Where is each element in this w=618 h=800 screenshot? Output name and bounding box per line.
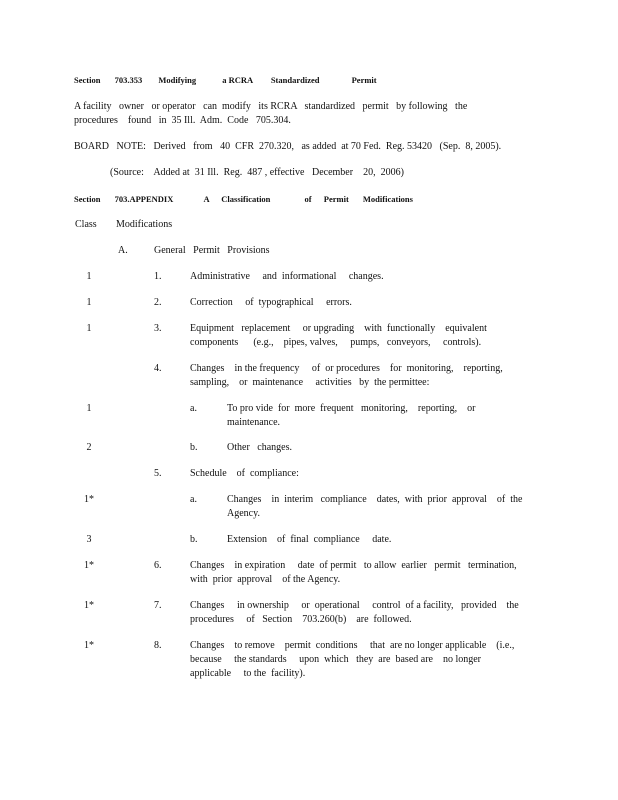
row-text-line: with prior approval of the Agency. [190, 574, 341, 585]
appendix-letter: A [203, 194, 210, 204]
row-class: 1 [86, 271, 92, 282]
row-text-line: Equipment replacement or upgrading with functionally equivalent [190, 323, 487, 334]
row-subitem: b. [190, 442, 198, 453]
row-text-line: components (e.g., pipes, valves, pumps, conveyors, controls). [190, 337, 482, 348]
row-text-line: Changes in expiration date of permit to allow earlier permit termination, [190, 560, 517, 571]
section-heading-703-353 [74, 75, 377, 85]
section-word: Section [74, 75, 101, 85]
row-text-line: Changes in the frequency of or procedures for monitoring, reporting, [190, 363, 503, 374]
section-title-part: Standardized [270, 75, 320, 85]
row-number: 2. [154, 297, 162, 308]
row-class: 1 [86, 297, 92, 308]
row-subitem: a. [190, 494, 197, 505]
paragraph-line: A facility owner or operator can modify its RCRA standardized permit by following the [74, 101, 468, 112]
row-subitem: b. [190, 534, 198, 545]
paragraph-line: procedures found in 35 Ill. Adm. Code 705.304. [74, 115, 291, 126]
row-text-line: Administrative and informational changes. [190, 271, 384, 282]
row-class: 3 [86, 534, 92, 545]
row-text-line: Other changes. [227, 442, 292, 453]
row-number: 3. [154, 323, 162, 334]
row-text-line: Correction of typographical errors. [190, 297, 352, 308]
row-class: 1* [84, 640, 94, 651]
section-title-part: Permit [351, 75, 377, 85]
row-class: 1 [86, 403, 92, 414]
row-class: 1 [86, 323, 92, 334]
row-number: 8. [154, 640, 162, 651]
row-subitem: a. [190, 403, 197, 414]
row-text-line: To pro vide for more frequent monitoring, reporting, or [227, 403, 476, 414]
section-title-part: Classification [221, 194, 271, 204]
section-title-part: Permit [323, 194, 349, 204]
section-number: 703.APPENDIX [114, 194, 174, 204]
section-title-part: of [304, 194, 312, 204]
row-number: 5. [154, 468, 162, 479]
row-text-line: Changes to remove permit conditions that are no longer applicable (i.e., [190, 640, 515, 651]
group-title: General Permit Provisions [154, 245, 270, 256]
row-number: 4. [154, 363, 162, 374]
row-class: 1* [84, 560, 94, 571]
section-heading-appendix-a [74, 194, 413, 204]
row-text-line: Changes in interim compliance dates, with prior approval of the [227, 494, 523, 505]
row-number: 1. [154, 271, 162, 282]
row-text-line: Agency. [227, 508, 260, 519]
row-number: 6. [154, 560, 162, 571]
row-text-line: because the standards upon which they are based are no longer [190, 654, 482, 665]
section-number: 703.353 [114, 75, 143, 85]
row-class: 1* [84, 600, 94, 611]
section-word: Section [74, 194, 101, 204]
section-title-part: a RCRA [222, 75, 253, 85]
group-letter: A. [118, 245, 128, 256]
row-class: 2 [86, 442, 92, 453]
column-header-class: Class [75, 219, 97, 230]
row-text-line: procedures of Section 703.260(b) are followed. [190, 614, 412, 625]
row-text-line: Extension of final compliance date. [227, 534, 392, 545]
row-text-line: Changes in ownership or operational control of a facility, provided the [190, 600, 519, 611]
row-text-line: applicable to the facility). [190, 668, 306, 679]
column-header-modifications: Modifications [116, 219, 173, 230]
row-class: 1* [84, 494, 94, 505]
board-note: BOARD NOTE: Derived from 40 CFR 270.320, as added at 70 Fed. Reg. 53420 (Sep. 8, 2005). [74, 141, 502, 152]
paragraph-modifying-permit [74, 100, 467, 128]
row-text-line: sampling, or maintenance activities by the permittee: [190, 377, 430, 388]
row-number: 7. [154, 600, 162, 611]
section-title-part: Modifications [362, 194, 413, 204]
source-note: (Source: Added at 31 Ill. Reg. 487 , effective December 20, 2006) [110, 167, 404, 178]
row-text-line: maintenance. [227, 417, 281, 428]
row-text-line: Schedule of compliance: [190, 468, 299, 479]
section-title-part: Modifying [158, 75, 197, 85]
